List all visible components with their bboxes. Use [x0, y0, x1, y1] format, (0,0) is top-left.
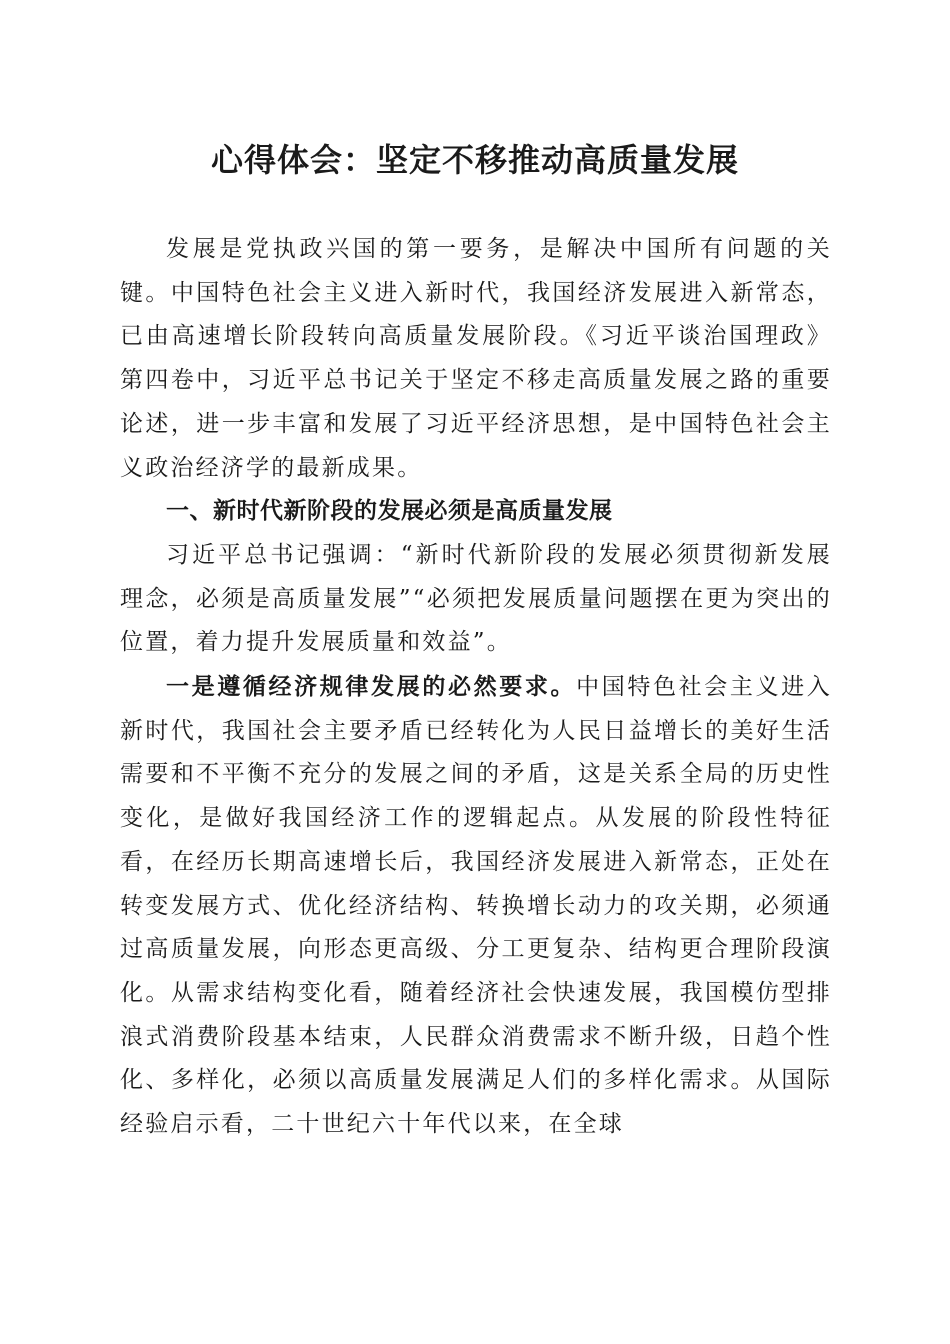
point-1-text: 中国特色社会主义进入新时代，我国社会主要矛盾已经转化为人民日益增长的美好生活需要和不平衡不充分的发展之间的矛盾，这是关系全局的历史性变化，是做好我国经济工作的逻辑起点。从发展的阶段性特征看，在经历长期高速增长后，我国经济发展进入新常态，正处在转变发展方式、优化经济结构、转换增长动力的攻关期，必须通过高质量发展，向形态更高级、分工更复杂、结构更合理阶段演化。从需求结构变化看，随着经济社会快速发展，我国模仿型排浪式消费阶段基本结束，人民群众消费需求不断升级，日趋个性化、多样化，必须以高质量发展满足人们的多样化需求。从国际经验启示看，二十世纪六十年代以来，在全球 [120, 674, 833, 1138]
intro-paragraph: 发展是党执政兴国的第一要务，是解决中国所有问题的关键。中国特色社会主义进入新时代，我国经济发展进入新常态，已由高速增长阶段转向高质量发展阶段。《习近平谈治国理政》第四卷中，习近平总书记关于坚定不移走高质量发展之路的重要论述，进一步丰富和发展了习近平经济思想，是中国特色社会主义政治经济学的最新成果。 [120, 236, 832, 481]
section-heading: 一、新时代新阶段的发展必须是高质量发展 [166, 498, 613, 525]
document-title: 心得体会：坚定不移推动高质量发展 [210, 141, 739, 179]
point-1-lead: 一是遵循经济规律发展的必然要求。 [166, 673, 577, 701]
point-1-paragraph [120, 665, 832, 1147]
document-body [120, 228, 832, 1147]
quote-paragraph: 习近平总书记强调：“新时代新阶段的发展必须贯彻新发展理念，必须是高质量发展”“必须把发展质量问题摆在更为突出的位置，着力提升发展质量和效益”。 [120, 541, 832, 656]
